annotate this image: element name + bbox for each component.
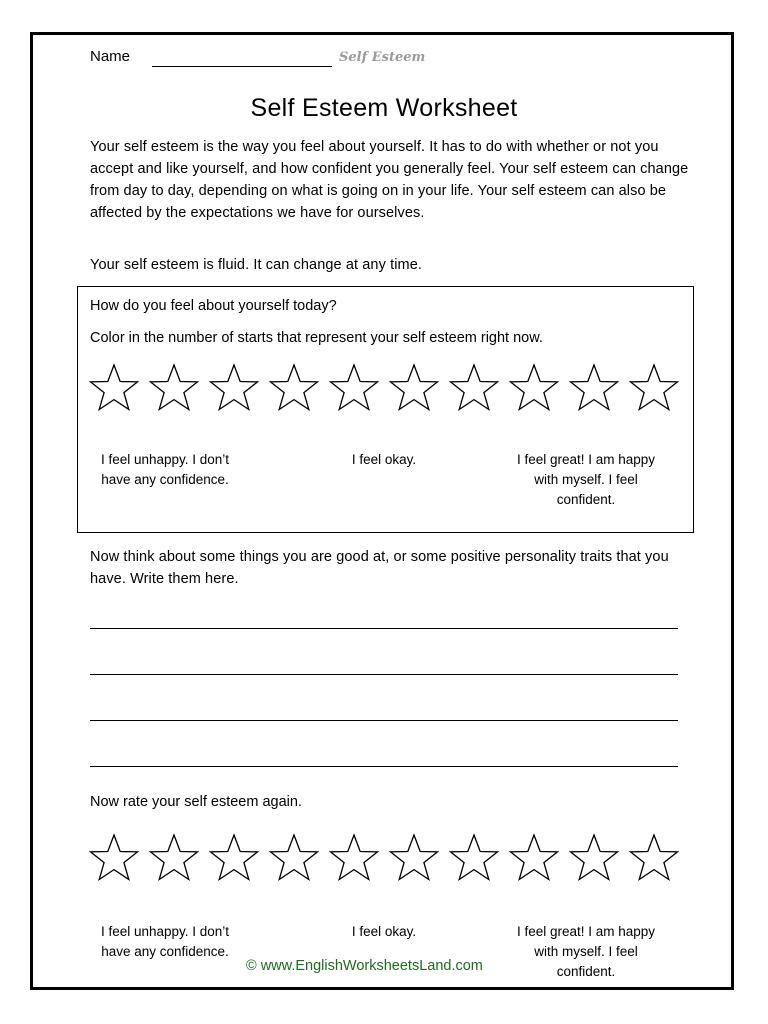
caption-okay: I feel okay. [351,924,417,939]
star-outline-icon[interactable] [328,362,380,414]
star-outline-icon[interactable] [208,832,260,884]
caption-great: I feel great! I am happy with myself. I feel confident. [516,924,656,979]
page-title: Self Esteem Worksheet [250,94,518,122]
star-rating-row-1 [88,362,680,418]
star-outline-icon[interactable] [448,832,500,884]
star-outline-icon[interactable] [148,832,200,884]
caption-okay: I feel okay. [351,452,417,467]
star-outline-icon[interactable] [628,832,680,884]
star-outline-icon[interactable] [388,362,440,414]
rating-question: How do you feel about yourself today? [90,298,337,314]
writing-line[interactable] [90,766,678,767]
writing-line[interactable] [90,628,678,629]
star-outline-icon[interactable] [148,362,200,414]
caption-unhappy: I feel unhappy. I don’t have any confidence. [100,924,230,959]
star-outline-icon[interactable] [268,362,320,414]
rating-instruction: Color in the number of starts that represent your self esteem right now. [90,330,543,346]
rate-again-label: Now rate your self esteem again. [90,794,302,810]
star-outline-icon[interactable] [208,362,260,414]
star-outline-icon[interactable] [508,362,560,414]
header-topic-tag: Self Esteem [339,50,426,65]
star-outline-icon[interactable] [568,362,620,414]
writing-line[interactable] [90,674,678,675]
star-outline-icon[interactable] [568,832,620,884]
fluid-statement: Your self esteem is fluid. It can change at any time. [90,257,422,273]
name-label: Name [90,48,131,65]
writing-line[interactable] [90,720,678,721]
star-outline-icon[interactable] [88,362,140,414]
star-outline-icon[interactable] [328,832,380,884]
star-outline-icon[interactable] [448,362,500,414]
star-rating-row-2 [88,832,680,888]
strengths-prompt: Now think about some things you are good at, or some positive personality traits that you have. Write them here. [90,549,669,587]
star-outline-icon[interactable] [268,832,320,884]
caption-unhappy: I feel unhappy. I don’t have any confidence. [100,452,230,487]
name-field-line[interactable] [152,66,332,67]
copyright-footer: © www.EnglishWorksheetsLand.com [246,958,483,974]
star-outline-icon[interactable] [388,832,440,884]
star-outline-icon[interactable] [508,832,560,884]
star-outline-icon[interactable] [628,362,680,414]
intro-paragraph: Your self esteem is the way you feel about yourself. It has to do with whether or not you accept and like yourself, and how confident you generally feel. Your self esteem can change from day to day, depending on what is going on in your life. Your self esteem can also be affected by the expectations we have for ourselves. [90,139,689,221]
star-outline-icon[interactable] [88,832,140,884]
caption-great: I feel great! I am happy with myself. I feel confident. [516,452,656,507]
